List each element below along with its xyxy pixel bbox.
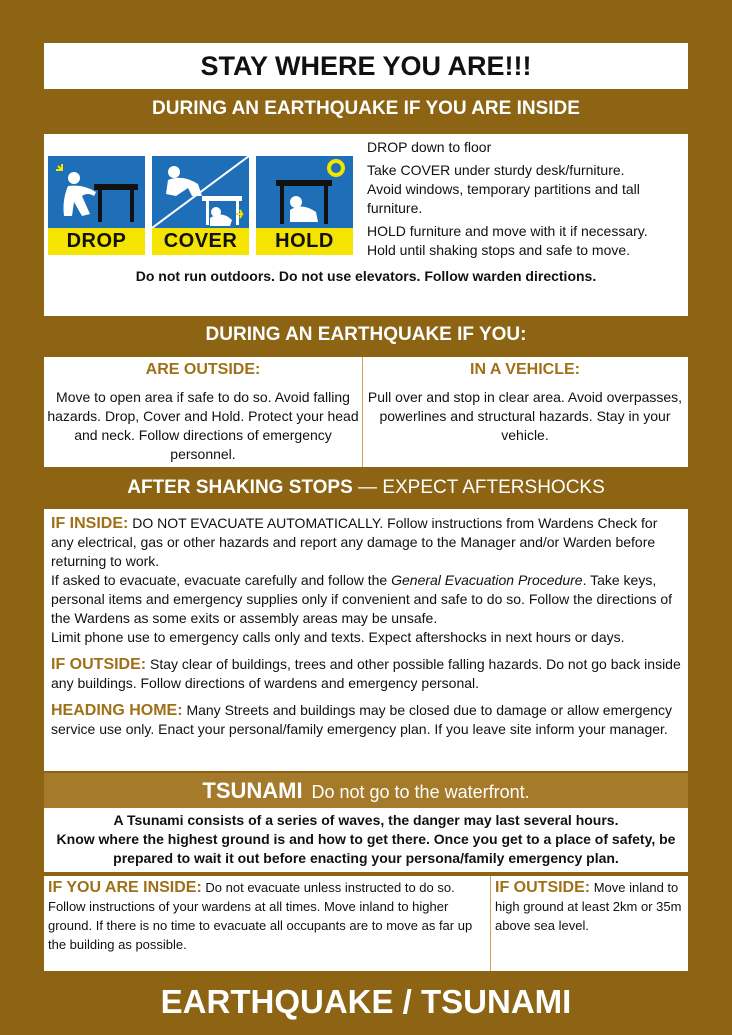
cover-line: Take COVER under sturdy desk/furniture.	[367, 162, 625, 178]
after-heading-bold: AFTER SHAKING STOPS	[127, 477, 353, 498]
after-home-text: Many Streets and buildings may be closed due to damage or allow emergency service use only. Enact your personal/family emergency plan. If you leave site inform your manager.	[51, 702, 673, 737]
vehicle-column	[366, 359, 684, 445]
drop-pictogram	[48, 156, 145, 255]
tsunami-outside-label: IF OUTSIDE:	[495, 879, 591, 896]
after-outside-text: Stay clear of buildings, trees and other possible falling hazards. Do not go back inside any buildings. Follow directions of wardens and emergency personal.	[51, 656, 681, 691]
vehicle-text: Pull over and stop in clear area. Avoid overpasses, powerlines and structural hazards. Stay in your vehicle.	[367, 389, 683, 443]
after-heading	[44, 475, 688, 501]
cover-pictogram-icon	[152, 156, 249, 228]
after-inside-label: IF INSIDE:	[51, 515, 129, 532]
outside-column	[46, 359, 360, 464]
footer-title: EARTHQUAKE / TSUNAMI	[160, 983, 572, 1020]
tsunami-intro-line-2: Know where the highest ground is and how to get there. Once you get to a place of safety, be prepared to wait it out before enacting your persona/family emergency plan.	[56, 831, 676, 866]
cover-label: COVER	[152, 228, 249, 255]
tsunami-heading-bold: TSUNAMI	[202, 778, 303, 803]
cover-pictogram	[152, 156, 249, 255]
tsunami-inside-column	[48, 878, 486, 954]
inside-heading: DURING AN EARTHQUAKE IF YOU ARE INSIDE	[152, 98, 580, 119]
if-you-divider	[362, 357, 363, 467]
inside-note: Do not run outdoors. Do not use elevators. Follow warden directions.	[135, 268, 597, 284]
hold-pictogram-icon	[256, 156, 353, 228]
after-inside-text-2a: If asked to evacuate, evacuate carefully and follow the	[51, 572, 392, 588]
cover-line-3: furniture.	[367, 200, 423, 216]
drop-line: DROP down to floor	[367, 139, 492, 155]
after-home-label: HEADING HOME:	[51, 702, 183, 719]
after-evacuate-paragraph	[51, 571, 683, 628]
outside-text: Move to open area if safe to do so. Avoid falling hazards. Drop, Cover and Hold. Protect your head and neck. Follow directions of emergency personnel.	[47, 389, 359, 462]
evacuation-procedure-name: General Evacuation Procedure	[391, 572, 583, 588]
after-inside-text-2c: . Take keys, personal items and emergency supplies only if convenient and safe to do so. Follow the directions of the Wardens as some exits or assembly areas may be unsafe.	[51, 572, 673, 626]
tsunami-inside-label: IF YOU ARE INSIDE:	[48, 879, 202, 896]
if-you-heading: DURING AN EARTHQUAKE IF YOU:	[205, 324, 527, 345]
title-box	[44, 43, 688, 89]
tsunami-heading-rest: Do not go to the waterfront.	[311, 782, 530, 802]
drop-pictogram-icon	[48, 156, 145, 228]
vehicle-title: IN A VEHICLE:	[470, 361, 580, 378]
after-content	[51, 514, 683, 739]
tsunami-band	[44, 773, 688, 808]
after-heading-rest: — EXPECT AFTERSHOCKS	[352, 477, 605, 498]
tsunami-outside-column	[495, 878, 685, 935]
hold-pictogram	[256, 156, 353, 255]
tsunami-intro	[46, 811, 686, 868]
hold-line-2: Hold until shaking stops and safe to move.	[367, 242, 631, 258]
after-outside-paragraph	[51, 655, 683, 693]
hold-label: HOLD	[256, 228, 353, 255]
page-title: STAY WHERE YOU ARE!!!	[200, 51, 532, 81]
after-inside-paragraph	[51, 514, 683, 571]
inside-instructions	[367, 138, 685, 260]
tsunami-intro-line-1: A Tsunami consists of a series of waves, the danger may last several hours.	[113, 812, 619, 828]
tsunami-inside-text: Do not evacuate unless instructed to do so. Follow instructions of your wardens at all times. Move inland to higher ground. If there is no time to evacuate all occupants are to move as far up the building as possible.	[48, 880, 473, 952]
tsunami-outside-text: Move inland to high ground at least 2km or 35m above sea level.	[495, 880, 682, 933]
hold-line: HOLD furniture and move with it if necessary.	[367, 223, 648, 239]
cover-line-2: Avoid windows, temporary partitions and tall	[367, 181, 640, 197]
after-inside-text-1: DO NOT EVACUATE AUTOMATICALLY. Follow instructions from Wardens Check for any electrical, gas or other hazards and report any damage to the Manager and/or Warden before returning to work.	[51, 515, 658, 569]
drop-label: DROP	[48, 228, 145, 255]
tsunami-divider	[490, 876, 491, 971]
after-phone-paragraph: Limit phone use to emergency calls only and texts. Expect aftershocks in next hours or days.	[51, 629, 625, 645]
after-home-paragraph	[51, 701, 683, 739]
outside-title: ARE OUTSIDE:	[145, 361, 261, 378]
after-outside-label: IF OUTSIDE:	[51, 656, 147, 673]
